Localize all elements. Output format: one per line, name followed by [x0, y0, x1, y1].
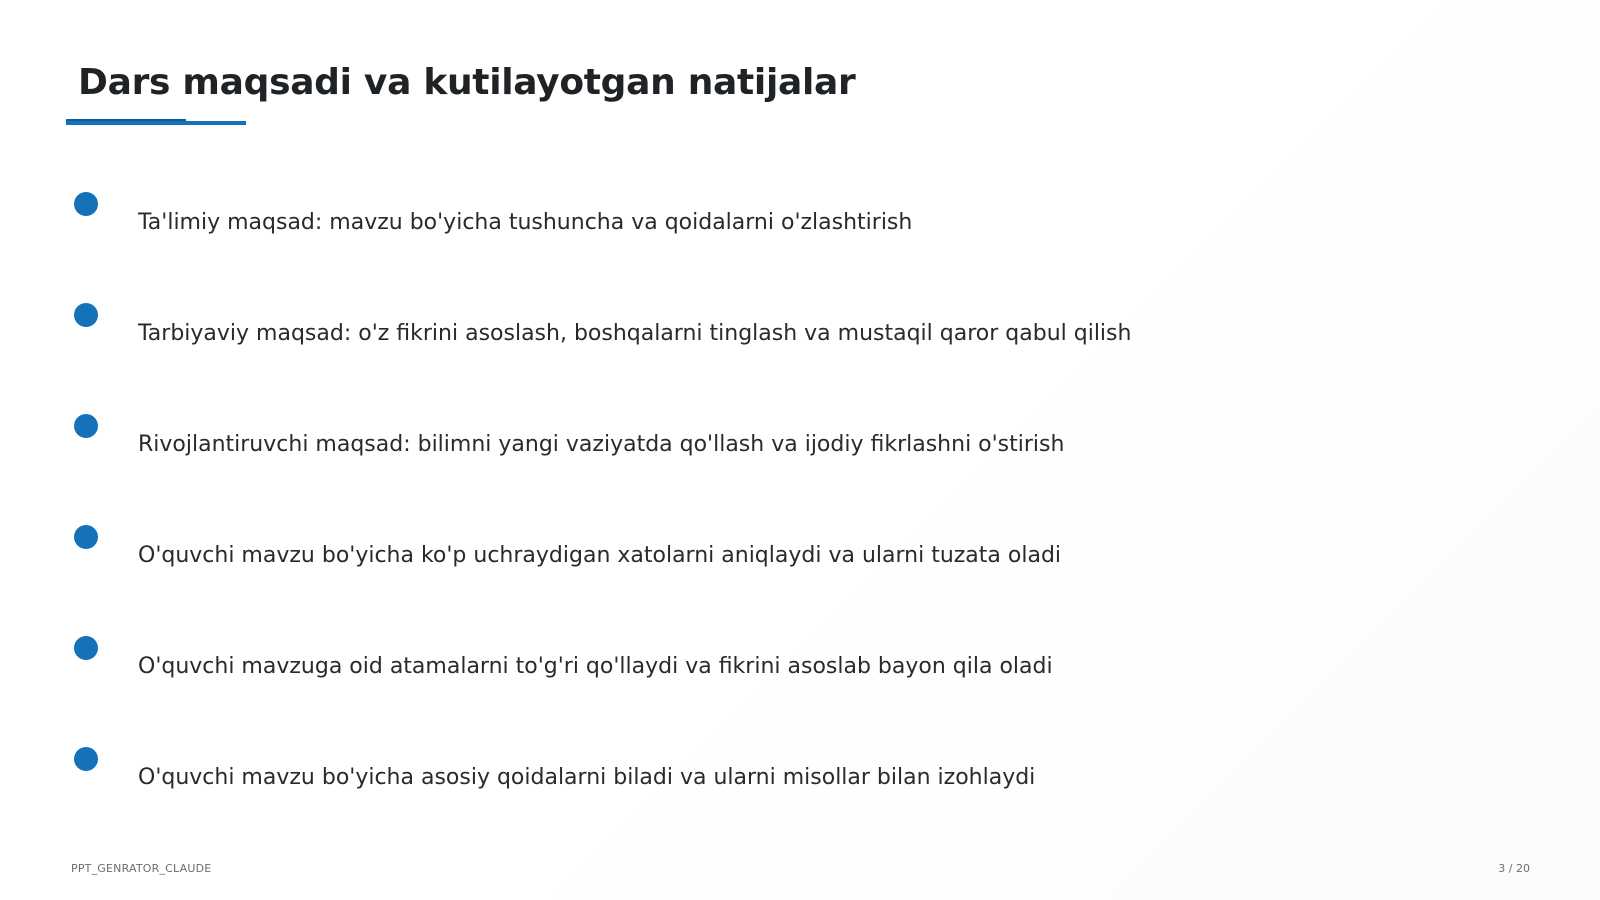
page-indicator: 3 / 20 — [1498, 862, 1530, 875]
bullet-item — [0, 636, 1500, 696]
bullet-item — [0, 192, 1500, 252]
bullet-dot-icon — [74, 414, 98, 438]
bullet-dot-icon — [74, 636, 98, 660]
bullet-dot-icon — [74, 192, 98, 216]
bullet-item — [0, 414, 1500, 474]
bullet-item — [0, 303, 1500, 363]
footer-generator-label: PPT_GENRATOR_CLAUDE — [71, 862, 212, 875]
bullet-dot-icon — [74, 747, 98, 771]
bullet-text: O'quvchi mavzu bo'yicha ko'p uchraydigan xatolarni aniqlaydi va ularni tuzata oladi — [138, 543, 1062, 568]
title-underline-accent — [66, 119, 186, 121]
bullet-text: O'quvchi mavzuga oid atamalarni to'g'ri qo'llaydi va fikrini asoslab bayon qila oladi — [138, 654, 1053, 679]
bullet-text: Tarbiyaviy maqsad: o'z fikrini asoslash, boshqalarni tinglash va mustaqil qaror qabul qilish — [138, 321, 1132, 346]
bullet-text: Rivojlantiruvchi maqsad: bilimni yangi vaziyatda qo'llash va ijodiy fikrlashni o'stirish — [138, 432, 1065, 457]
title-underline — [66, 121, 246, 125]
bullet-item — [0, 747, 1500, 807]
bullet-text: O'quvchi mavzu bo'yicha asosiy qoidalarni biladi va ularni misollar bilan izohlaydi — [138, 765, 1036, 790]
bullet-dot-icon — [74, 525, 98, 549]
slide-title: Dars maqsadi va kutilayotgan natijalar — [78, 62, 856, 103]
bullet-item — [0, 525, 1500, 585]
bullet-dot-icon — [74, 303, 98, 327]
bullet-text: Ta'limiy maqsad: mavzu bo'yicha tushuncha va qoidalarni o'zlashtirish — [138, 210, 913, 235]
